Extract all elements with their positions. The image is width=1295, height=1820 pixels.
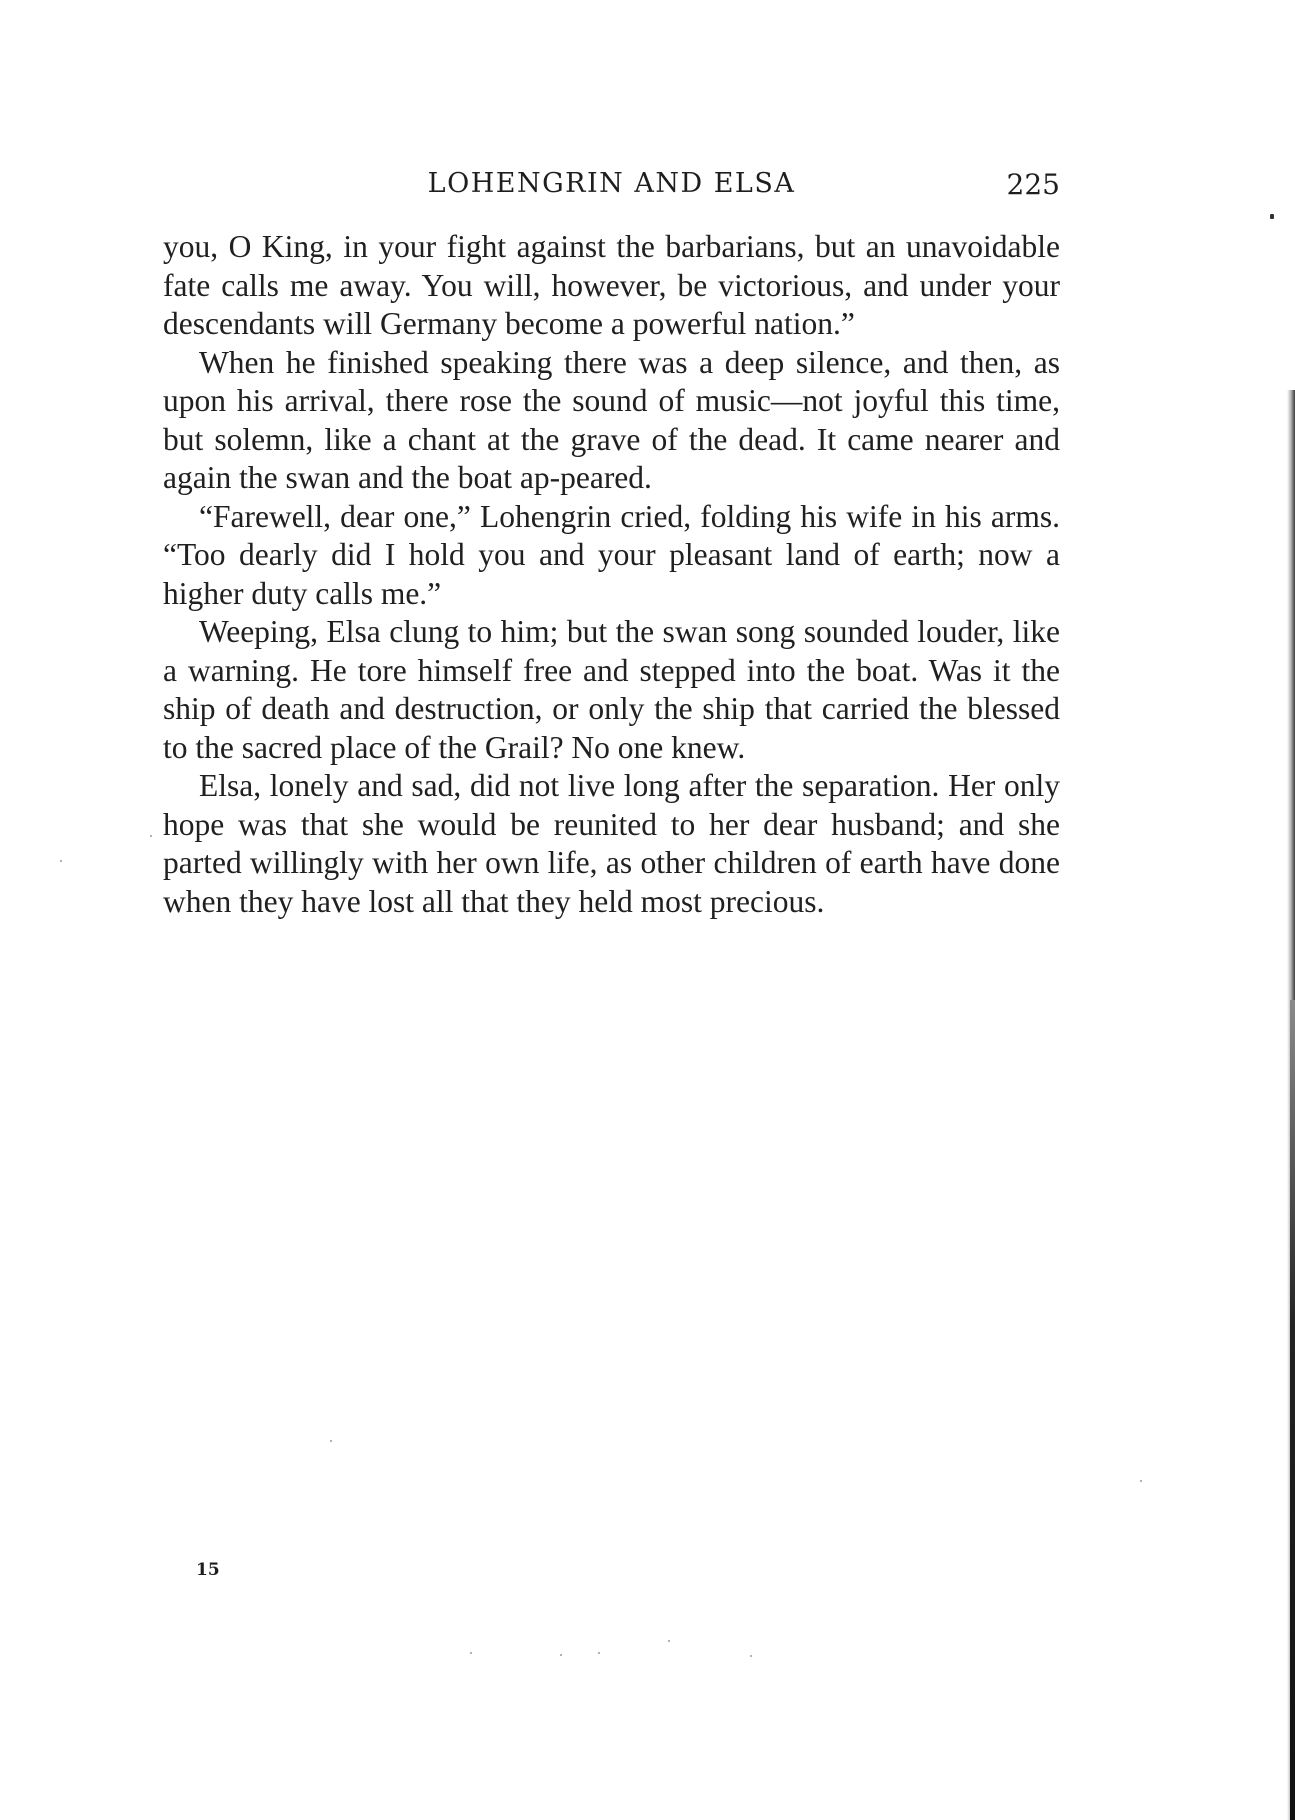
paper-speck	[60, 860, 62, 862]
running-head	[163, 168, 1060, 208]
paper-speck	[1140, 1480, 1142, 1482]
paragraph: Weeping, Elsa clung to him; but the swan song sounded louder, like a warning. He tore himself free and stepped into the boat. Was it the ship of death and destruction, or only the ship that carried the blessed to the sacred place of the Grail? No one knew.	[163, 614, 1060, 765]
paper-speck	[668, 1640, 670, 1642]
page-edge-binding	[1290, 1000, 1295, 1820]
paper-speck	[470, 1652, 472, 1654]
paragraph: “Farewell, dear one,” Lohengrin cried, folding his wife in his arms. “Too dearly did I hold you and your pleasant land of earth; now a higher duty calls me.”	[163, 498, 1060, 611]
text-block	[163, 228, 1060, 921]
paper-speck	[598, 1652, 600, 1654]
paper-speck	[750, 1655, 752, 1657]
paragraph: When he finished speaking there was a deep silence, and then, as upon his arrival, there rose the sound of music—not joyful this time, but solemn, like a chant at the grave of the dead. It came nearer and again the swan and the boat ap-peared.	[163, 344, 1060, 495]
page-number: 225	[1006, 168, 1060, 201]
signature-mark: 15	[196, 1560, 220, 1580]
paragraph: Elsa, lonely and sad, did not live long after the separation. Her only hope was that she would be reunited to her dear husband; and she parted willingly with her own life, as other children of earth have done when they have lost all that they held most precious.	[163, 768, 1060, 919]
paper-speck	[330, 1440, 332, 1442]
paragraph-continued: you, O King, in your fight against the barbarians, but an unavoidable fate calls me away. You will, however, be victorious, and under your descendants will Germany become a powerful nation.”	[163, 229, 1060, 341]
running-title: LOHENGRIN AND ELSA	[427, 168, 796, 199]
paper-speck	[560, 1654, 562, 1656]
paper-speck	[1270, 214, 1274, 219]
paper-speck	[150, 835, 152, 837]
